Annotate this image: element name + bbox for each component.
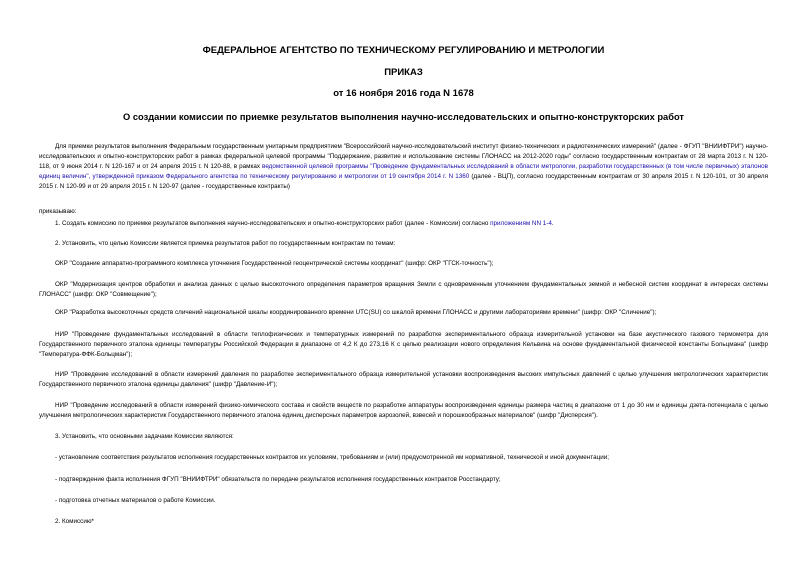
item-1-text: 1. Создать комиссию по приемке результатов выполнения научно-исследовательских и опытно-конструкторских работ (далее - Комиссии) согласно [55,220,491,227]
last-item-paragraph: 2. Комиссию* [55,518,95,525]
item-2-paragraph: 2. Установить, что целью Комиссии является приемка результатов работ по государственным контрактам по темам: [55,240,396,247]
item-1-paragraph [39,219,768,229]
item-1-end: . [551,220,554,227]
date-number-heading: от 16 ноября 2016 года N 1678 [333,88,474,99]
nir-3-paragraph: НИР "Проведение исследований в области измерений физико-химического состава и свойств веществ по разработке аппаратуры воспроизведения единицы размера частиц в диапазоне от 1 до 30 нм и единицы дзета-потенциала с целью улучшения метрологических характеристик Государственного первичного эталона единиц дисперсных параметров аэрозолей, взвесей и порошкообразных материалов" (шифр "Дисперсия"). [39,402,768,419]
intro-paragraph [39,142,768,192]
task-3-paragraph: - подготовка отчетных материалов о работе Комиссии. [55,497,216,504]
intro-text-1: Для приемки результатов выполнения Федеральным государственным унитарным предприятием "Всероссийский научно-исследовательский институт физико-технических и радиотехнических измерений" (далее - ФГУП "ВНИИФТРИ") научно-исследовательских и опытно-конструкторских работ в рамках федеральной целевой программы "Поддержание, развитие и использование системы ГЛОНАСС на 2012-2020 годы" согласно государственным контрактам от 28 марта 2013 г. N 120-118, от 9 июня 2014 г. N 120-167 и от 24 апреля 2015 г. N 120-88, в рамках [39,143,768,170]
appendix-link[interactable]: приложениям NN 1-4 [490,220,552,227]
task-2-paragraph: - подтверждение факта исполнения ФГУП "ВНИИФТРИ" обязательств по передаче результатов исполнения государственных контрактов Росстандарту; [55,476,501,483]
agency-heading: ФЕДЕРАЛЬНОЕ АГЕНТСТВО ПО ТЕХНИЧЕСКОМУ РЕГУЛИРОВАНИЮ И МЕТРОЛОГИИ [202,45,605,56]
order-word: приказываю: [39,208,77,215]
item-3-paragraph: 3. Установить, что основными задачами Комиссии являются: [55,433,234,440]
intro-text-2: (далее - ВЦП), согласно государственным контрактам от 30 апреля 2015 г. N 120-101, от 30 апреля 2015 г. N 120-99 и от 29 апреля 2015 г. N 120-97 (далее - государственные контракты) [39,173,768,190]
task-1-paragraph: - установление соответствия результатов исполнения государственных контрактов их условиям, требованиям и (или) предусмотренной им нормативной, технической и иной документации; [55,454,609,461]
nir-2-paragraph: НИР "Проведение исследований в области измерений давления по разработке экспериментального образца измерительной установки воспроизведения высоких импульсных давлений с целью улучшения метрологических характеристик Государственного первичного эталона единицы давления" (шифр "Давление-И"); [39,371,768,388]
okr-2-paragraph: ОКР "Модернизация центров обработки и анализа данных с целью высокоточного определения параметров вращения Земли с одновременным уточнением фундаментальных земной и небесной систем координат в интересах системы ГЛОНАСС" (шифр: ОКР "Совмещение"); [39,281,768,298]
okr-3-paragraph: ОКР "Разработка высокоточных средств сличений национальной шкалы координированного времени UTC(SU) со шкалой времени ГЛОНАСС и другими лабораториями времени" (шифр: ОКР "Сличение"); [55,309,657,316]
document-title: О создании комиссии по приемке результатов выполнения научно-исследовательских и опытно-конструкторских работ [123,112,684,122]
nir-1-paragraph: НИР "Проведение фундаментальных исследований в области теплофизических и температурных измерений по разработке экспериментального образца измерительной установки на базе акустического газового термометра для Государственного первичного эталона единицы температуры Российской Федерации в диапазоне от 4,2 К до 273,16 К с целью реализации нового определения Кельвина на основе фундаментальной физической константы Больцмана" (шифр "Температура-ФФК-Больцман"); [39,331,768,358]
okr-1-paragraph: ОКР "Создание аппаратно-программного комплекса уточнения Государственной геоцентрической системы координат" (шифр: ОКР "ГГСК-точность"); [55,260,494,267]
program-link[interactable]: ведомственной целевой программы "Проведение фундаментальных исследований в области метрологии, разработки государственных (в том числе первичных) эталонов единиц величин", утвержденной приказом Федерального агентства по техническому регулированию и метрологии от 19 сентября 2014 г. N 1360 [39,163,768,180]
doc-type-heading: ПРИКАЗ [384,67,423,78]
